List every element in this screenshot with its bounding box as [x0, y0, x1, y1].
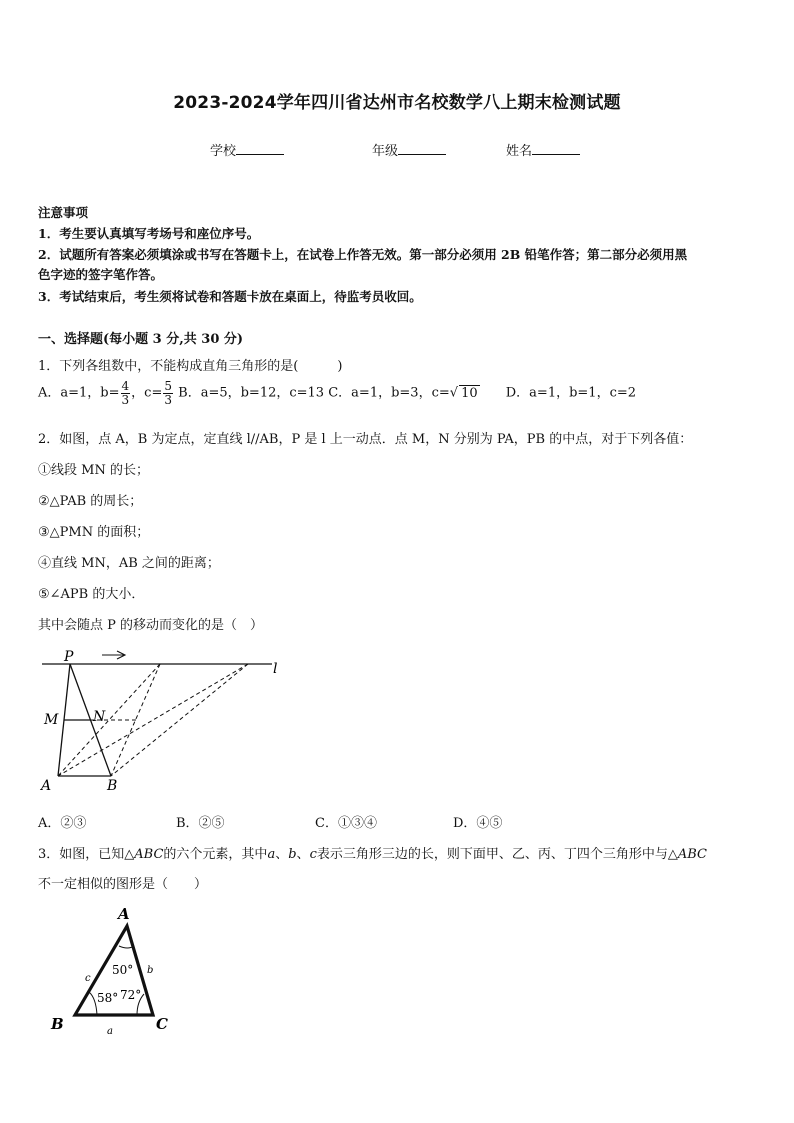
q1-optA-mid: ，c= [131, 385, 163, 401]
q3-triangle-ref: △ABC [124, 847, 164, 862]
section-heading: 一、选择题(每小题 3 分,共 30 分) [38, 332, 244, 347]
q3-var-b: b [288, 847, 297, 862]
q1-optA-c-frac: $\frac{5}{3}$ [164, 379, 172, 407]
q1-optC-radicand: 10 [461, 385, 478, 401]
q2-item-5: ⑤∠APB 的大小． [38, 587, 145, 602]
angle-C-value: 72° [120, 988, 142, 1002]
q1-optB: B．a=5，b=12，c=13 [178, 385, 325, 401]
angle-B-value: 58° [97, 991, 119, 1005]
q3-stem-part1: 3．如图，已知 [38, 847, 125, 862]
vertex-B: B [51, 1015, 64, 1033]
q2-item-4: ④直线 MN，AB 之间的距离； [38, 556, 220, 571]
q2-option-A: A．②③ [38, 816, 87, 831]
school-label: 学校 [210, 144, 237, 159]
q2-option-B: B．②⑤ [176, 816, 225, 831]
q2-item-2: ②△PAB 的周长； [38, 494, 143, 509]
note-2-cont: 色字迹的签字笔作答。 [38, 267, 164, 282]
q2-item-1: ①线段 MN 的长； [38, 463, 149, 478]
angle-A-value: 50° [112, 963, 134, 977]
q2-stem: 2．如图，点 A，B 为定点，定直线 l//AB，P 是 l 上一动点．点 M，N 分别为 PA，PB 的中点，对于下列各值： [38, 432, 693, 447]
q2-question: 其中会随点 P 的移动而变化的是（ ） [38, 618, 264, 633]
q3-var-a: a [267, 847, 276, 862]
sqrt-sign: √ [449, 385, 459, 401]
q3-stem-part3: 表示三角形三边的长，则下面甲、乙、丙、丁四个三角形中与 [316, 847, 668, 862]
grade-field [372, 140, 446, 159]
side-b: b [147, 965, 154, 976]
q2-option-D: D．④⑤ [453, 816, 503, 831]
grade-blank [398, 142, 446, 155]
label-P: P [64, 649, 74, 665]
q1-optA-prefix: A．a=1，b= [38, 385, 120, 401]
q3-stem [38, 843, 707, 862]
note-1: 1．考生要认真填写考场号和座位序号。 [38, 226, 260, 241]
label-N: N [93, 709, 106, 725]
school-field [210, 140, 284, 159]
q3-stem-line2: 不一定相似的图形是（ ） [38, 877, 208, 892]
q1-optD: D．a=1，b=1，c=2 [505, 385, 637, 401]
label-M: M [44, 712, 59, 728]
q3-stem-part2: 的六个元素，其中 [163, 847, 268, 862]
q3-sep-2: 、 [296, 847, 310, 862]
q3-sep-1: 、 [275, 847, 289, 862]
name-label: 姓名 [506, 144, 533, 159]
q3-triangle-figure [45, 902, 185, 1042]
note-2: 2．试题所有答案必须填涂或书写在答题卡上，在试卷上作答无效。第一部分必须用 2B 铅笔作答；第二部分必须用黑 [38, 247, 688, 262]
vertex-A: A [118, 905, 130, 923]
note-3: 3．考试结束后，考生须将试卷和答题卡放在桌面上，待监考员收回。 [38, 289, 422, 304]
label-B: B [107, 778, 118, 794]
grade-label: 年级 [372, 144, 399, 159]
q3-triangle-ref-2: △ABC [667, 847, 707, 862]
q1-stem: 1．下列各组数中，不能构成直角三角形的是( ) [38, 359, 343, 374]
q2-option-C: C．①③④ [315, 816, 377, 831]
school-blank [236, 142, 284, 155]
q2-item-3: ③△PMN 的面积； [38, 525, 150, 540]
label-l: l [273, 661, 278, 677]
name-blank [532, 142, 580, 155]
q3-var-c: c [309, 847, 317, 862]
side-a: a [107, 1026, 113, 1037]
q1-options [38, 380, 636, 406]
name-field [506, 140, 580, 159]
angle-arc-B [89, 992, 97, 1015]
notes-heading: 注意事项 [38, 205, 89, 220]
q1-optA-b-frac: $\frac{4}{3}$ [121, 379, 130, 407]
label-A: A [41, 778, 52, 794]
side-c: c [85, 973, 91, 984]
page-title: 2023-2024学年四川省达州市名校数学八上期末检测试题 [173, 93, 621, 113]
q1-optC-prefix: C．a=1，b=3，c= [328, 385, 450, 401]
q2-figure [30, 645, 300, 795]
vertex-C: C [156, 1015, 168, 1033]
